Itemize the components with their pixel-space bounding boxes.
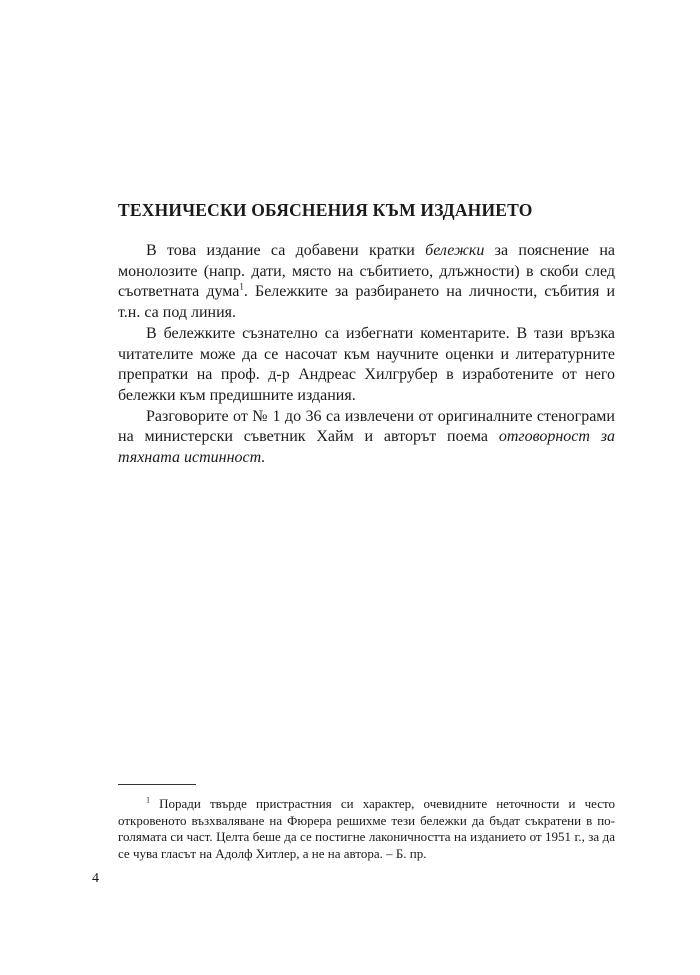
paragraph-1-italic: бележки [425,242,485,259]
paragraph-1 [118,241,615,324]
footnote-text: Поради твърде пристрастния си характер, очевидните неточности и често откровеното възхваляване на Фюрера решихме тези бележки да бъдат съкратени в по-голямата си част. Целта беше да се постигне лаконичността на изданието от 1951 г., за да се чува гласът на Адолф Хитлер, а не на автора. – Б. пр. [118,796,615,861]
paragraph-3-italic: отговорност за тяхната истинност. [118,428,615,467]
paragraph-3-text-a: Разговорите от № 1 до 36 са извлечени от оригиналните стенограми на министерски съветник Хайм и авторът поема [118,407,615,446]
paragraph-2: В бележките съзнателно са избегнати коментарите. В тази връзка читателите може да се насочат към научните оценки и литературните препратки на проф. д-р Андреас Хилгрубер в изработените от него бележки към предишните издания. [118,324,615,404]
footnote-marker: 1 [146,795,150,805]
paragraph-3 [118,407,615,469]
paragraph-1-text-c: за пояснение на монолозите (напр. дати, място на събитието, длъжности) в скоби след съответната дума [118,242,615,301]
section-heading: ТЕХНИЧЕСКИ ОБЯСНЕНИЯ КЪМ ИЗДАНИЕТО [118,200,533,220]
page-number: 4 [92,871,99,886]
paragraph-1-text-a: В това издание са добавени кратки [146,242,426,259]
paragraph-1-text-d: . Бележките за разбирането на личности, събития и т.н. са под линия. [118,283,615,322]
footnote [118,796,615,862]
footnote-reference: 1 [239,282,244,293]
footnote-divider [118,784,196,785]
body-text [118,241,615,469]
